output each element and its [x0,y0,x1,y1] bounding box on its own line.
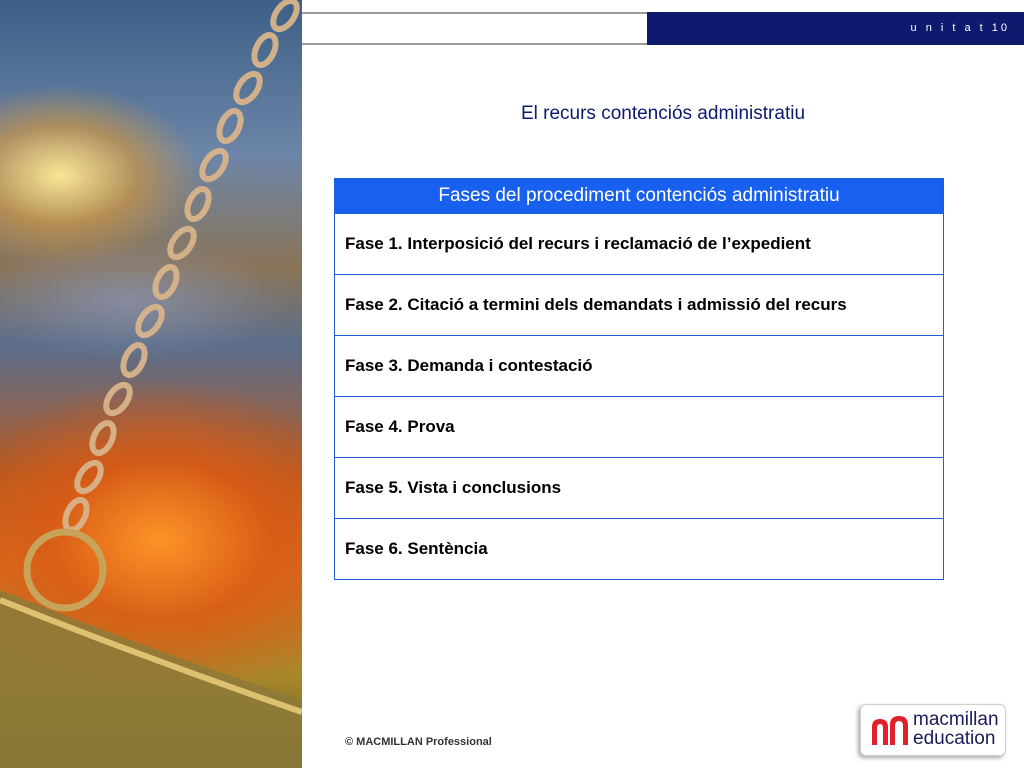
logo-wordmark [913,710,999,748]
table-row: Fase 3. Demanda i contestació [335,335,943,396]
copyright-notice: © MACMILLAN Professional [345,736,492,748]
phases-table [334,178,944,580]
table-row: Fase 1. Interposició del recurs i reclamació de l’expedient [335,213,943,274]
header-bar-left [302,12,647,45]
unit-label: u n i t a t 10 [910,22,1010,34]
logo-line-1: macmillan [913,709,999,730]
macmillan-education-logo [860,704,1006,756]
chain-illustration [0,0,302,768]
table-header: Fases del procediment contenciós administratiu [335,179,943,213]
macmillan-logo-icon [870,713,910,747]
table-row: Fase 5. Vista i conclusions [335,457,943,518]
table-row: Fase 2. Citació a termini dels demandats i admissió del recurs [335,274,943,335]
slide-title: El recurs contenciós administratiu [520,103,806,124]
decorative-scales-photo [0,0,302,768]
table-row: Fase 4. Prova [335,396,943,457]
table-row: Fase 6. Sentència [335,518,943,579]
logo-line-2: education [913,728,996,749]
header-bar-right [647,12,1024,45]
